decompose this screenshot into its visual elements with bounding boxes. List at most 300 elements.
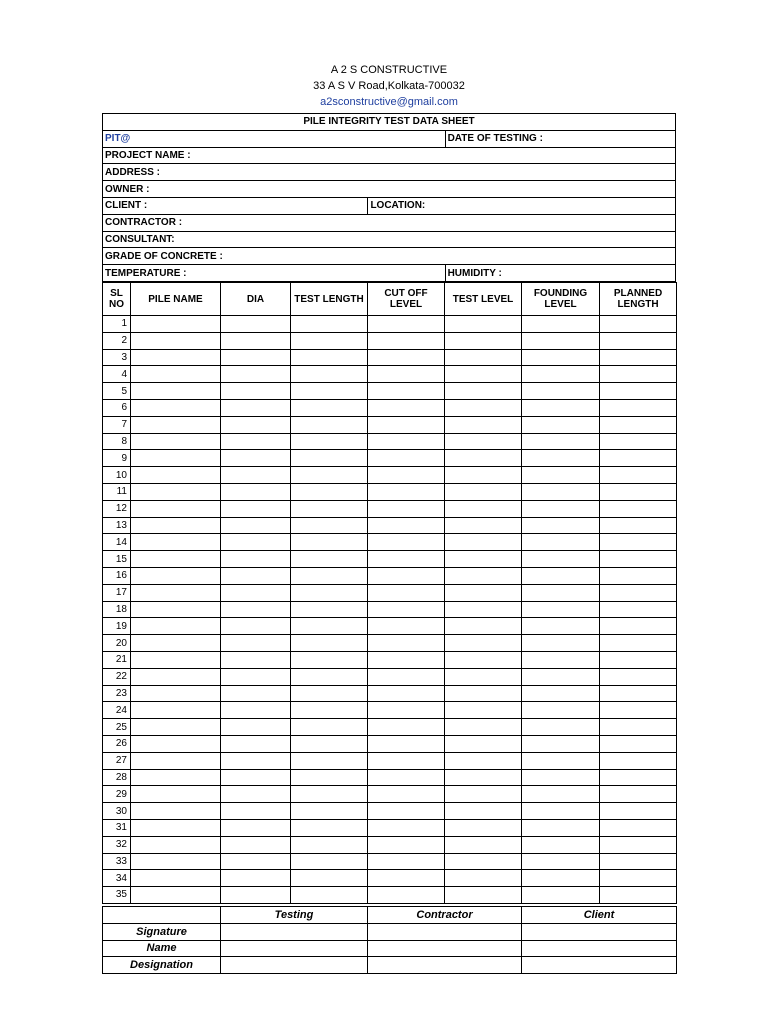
table-cell[interactable]: [600, 887, 677, 904]
table-cell[interactable]: [221, 651, 291, 668]
table-cell[interactable]: [291, 668, 368, 685]
table-cell[interactable]: [445, 399, 522, 416]
table-cell[interactable]: [522, 416, 600, 433]
table-cell[interactable]: [291, 685, 368, 702]
table-cell[interactable]: [291, 601, 368, 618]
sig-label-signature: Signature: [103, 923, 221, 940]
table-cell[interactable]: [221, 769, 291, 786]
table-cell[interactable]: [291, 416, 368, 433]
table-cell[interactable]: [368, 500, 445, 517]
row-serial-number: 16: [103, 567, 131, 584]
table-cell[interactable]: [522, 702, 600, 719]
table-cell[interactable]: [522, 433, 600, 450]
table-cell[interactable]: [600, 618, 677, 635]
table-cell[interactable]: [600, 685, 677, 702]
table-cell[interactable]: [445, 786, 522, 803]
table-cell[interactable]: [221, 500, 291, 517]
table-cell[interactable]: [522, 500, 600, 517]
table-row: [103, 635, 677, 652]
table-row: [103, 399, 677, 416]
table-row: [103, 668, 677, 685]
table-cell[interactable]: [291, 786, 368, 803]
table-cell[interactable]: [368, 433, 445, 450]
table-cell[interactable]: [368, 819, 445, 836]
table-cell[interactable]: [291, 534, 368, 551]
table-cell[interactable]: [522, 668, 600, 685]
table-cell[interactable]: [131, 517, 221, 534]
temperature-field[interactable]: TEMPERATURE :: [103, 265, 446, 282]
table-cell[interactable]: [291, 836, 368, 853]
grade-of-concrete-field[interactable]: GRADE OF CONCRETE :: [103, 248, 676, 265]
table-cell[interactable]: [368, 685, 445, 702]
table-cell[interactable]: [445, 483, 522, 500]
table-cell[interactable]: [291, 483, 368, 500]
table-cell[interactable]: [221, 383, 291, 400]
contractor-field[interactable]: CONTRACTOR :: [103, 214, 676, 231]
table-cell[interactable]: [291, 551, 368, 568]
table-row: [103, 702, 677, 719]
table-cell[interactable]: [131, 887, 221, 904]
table-cell[interactable]: [522, 601, 600, 618]
table-cell[interactable]: [368, 534, 445, 551]
table-cell[interactable]: [445, 887, 522, 904]
table-cell[interactable]: [445, 467, 522, 484]
table-cell[interactable]: [131, 752, 221, 769]
table-cell[interactable]: [368, 450, 445, 467]
table-cell[interactable]: [368, 618, 445, 635]
table-cell[interactable]: [600, 836, 677, 853]
table-cell[interactable]: [445, 702, 522, 719]
table-cell[interactable]: [600, 702, 677, 719]
col-header-founding-level: FOUNDING LEVEL: [522, 283, 600, 316]
sig-cell-testing-designation[interactable]: [221, 957, 368, 974]
table-cell[interactable]: [600, 769, 677, 786]
location-field[interactable]: LOCATION:: [368, 197, 676, 214]
table-cell[interactable]: [291, 651, 368, 668]
signature-corner-cell: [103, 907, 221, 924]
table-cell[interactable]: [522, 786, 600, 803]
table-cell[interactable]: [221, 349, 291, 366]
table-cell[interactable]: [522, 853, 600, 870]
table-cell[interactable]: [221, 752, 291, 769]
table-cell[interactable]: [368, 601, 445, 618]
table-cell[interactable]: [221, 433, 291, 450]
col-header-test-length: TEST LENGTH: [291, 283, 368, 316]
table-cell[interactable]: [131, 383, 221, 400]
table-cell[interactable]: [600, 635, 677, 652]
table-cell[interactable]: [522, 332, 600, 349]
table-cell[interactable]: [600, 483, 677, 500]
table-cell[interactable]: [600, 433, 677, 450]
table-cell[interactable]: [368, 332, 445, 349]
table-cell[interactable]: [221, 618, 291, 635]
table-cell[interactable]: [522, 349, 600, 366]
table-cell[interactable]: [131, 534, 221, 551]
table-cell[interactable]: [131, 803, 221, 820]
consultant-field[interactable]: CONSULTANT:: [103, 231, 676, 248]
table-cell[interactable]: [291, 567, 368, 584]
table-cell[interactable]: [522, 534, 600, 551]
table-row: [103, 618, 677, 635]
table-cell[interactable]: [600, 349, 677, 366]
table-cell[interactable]: [221, 786, 291, 803]
table-cell[interactable]: [522, 450, 600, 467]
table-cell[interactable]: [291, 500, 368, 517]
project-name-field[interactable]: PROJECT NAME :: [103, 147, 676, 164]
owner-field[interactable]: OWNER :: [103, 181, 676, 198]
table-cell[interactable]: [522, 719, 600, 736]
table-cell[interactable]: [131, 719, 221, 736]
table-cell[interactable]: [445, 332, 522, 349]
table-cell[interactable]: [368, 635, 445, 652]
table-cell[interactable]: [445, 719, 522, 736]
table-cell[interactable]: [600, 601, 677, 618]
table-cell[interactable]: [131, 399, 221, 416]
table-cell[interactable]: [291, 887, 368, 904]
table-cell[interactable]: [445, 769, 522, 786]
table-cell[interactable]: [445, 735, 522, 752]
table-cell[interactable]: [291, 702, 368, 719]
sig-cell-contractor-designation[interactable]: [368, 957, 522, 974]
table-cell[interactable]: [445, 601, 522, 618]
table-cell[interactable]: [131, 567, 221, 584]
table-cell[interactable]: [368, 887, 445, 904]
table-cell[interactable]: [445, 618, 522, 635]
table-cell[interactable]: [368, 567, 445, 584]
table-cell[interactable]: [445, 500, 522, 517]
table-cell[interactable]: [368, 836, 445, 853]
table-cell[interactable]: [445, 534, 522, 551]
table-cell[interactable]: [291, 735, 368, 752]
table-cell[interactable]: [368, 719, 445, 736]
table-cell[interactable]: [368, 769, 445, 786]
table-cell[interactable]: [368, 383, 445, 400]
table-cell[interactable]: [522, 551, 600, 568]
table-cell[interactable]: [291, 349, 368, 366]
table-cell[interactable]: [368, 483, 445, 500]
table-cell[interactable]: [368, 399, 445, 416]
col-header-planned-length: PLANNED LENGTH: [600, 283, 677, 316]
table-cell[interactable]: [131, 467, 221, 484]
sig-cell-contractor-name[interactable]: [368, 940, 522, 957]
table-cell[interactable]: [131, 500, 221, 517]
table-cell[interactable]: [368, 416, 445, 433]
table-cell[interactable]: [221, 702, 291, 719]
table-cell[interactable]: [291, 517, 368, 534]
table-cell[interactable]: [368, 668, 445, 685]
table-cell[interactable]: [291, 870, 368, 887]
table-cell[interactable]: [221, 735, 291, 752]
table-cell[interactable]: [600, 870, 677, 887]
table-cell[interactable]: [291, 769, 368, 786]
table-cell[interactable]: [445, 635, 522, 652]
table-cell[interactable]: [522, 635, 600, 652]
table-cell[interactable]: [221, 803, 291, 820]
table-cell[interactable]: [522, 383, 600, 400]
table-cell[interactable]: [291, 450, 368, 467]
table-cell[interactable]: [600, 500, 677, 517]
client-field[interactable]: CLIENT :: [103, 197, 368, 214]
table-cell[interactable]: [600, 551, 677, 568]
table-cell[interactable]: [131, 349, 221, 366]
table-cell[interactable]: [131, 584, 221, 601]
table-cell[interactable]: [291, 366, 368, 383]
table-cell[interactable]: [221, 332, 291, 349]
table-cell[interactable]: [600, 567, 677, 584]
table-cell[interactable]: [445, 584, 522, 601]
address-field[interactable]: ADDRESS :: [103, 164, 676, 181]
table-cell[interactable]: [600, 853, 677, 870]
table-cell[interactable]: [445, 450, 522, 467]
table-cell[interactable]: [600, 332, 677, 349]
table-cell[interactable]: [368, 803, 445, 820]
col-header-cut-off-level: CUT OFF LEVEL: [368, 283, 445, 316]
table-cell[interactable]: [445, 349, 522, 366]
table-cell[interactable]: [221, 399, 291, 416]
table-cell[interactable]: [600, 467, 677, 484]
table-cell[interactable]: [522, 517, 600, 534]
table-cell[interactable]: [221, 685, 291, 702]
table-cell[interactable]: [131, 450, 221, 467]
table-cell[interactable]: [522, 483, 600, 500]
row-serial-number: 19: [103, 618, 131, 635]
table-cell[interactable]: [368, 349, 445, 366]
table-row: [103, 786, 677, 803]
table-cell[interactable]: [221, 836, 291, 853]
table-cell[interactable]: [522, 651, 600, 668]
table-cell[interactable]: [221, 366, 291, 383]
table-cell[interactable]: [131, 366, 221, 383]
table-cell[interactable]: [221, 450, 291, 467]
company-address: 33 A S V Road,Kolkata-700032: [313, 80, 465, 92]
table-cell[interactable]: [600, 819, 677, 836]
table-cell[interactable]: [131, 668, 221, 685]
table-cell[interactable]: [368, 870, 445, 887]
table-cell[interactable]: [600, 416, 677, 433]
table-cell[interactable]: [291, 433, 368, 450]
row-serial-number: 33: [103, 853, 131, 870]
table-cell[interactable]: [221, 853, 291, 870]
row-serial-number: 22: [103, 668, 131, 685]
table-cell[interactable]: [445, 551, 522, 568]
table-cell[interactable]: [131, 618, 221, 635]
table-cell[interactable]: [600, 752, 677, 769]
table-cell[interactable]: [445, 853, 522, 870]
table-cell[interactable]: [131, 769, 221, 786]
table-cell[interactable]: [221, 635, 291, 652]
sig-cell-client-signature[interactable]: [522, 923, 677, 940]
table-cell[interactable]: [291, 752, 368, 769]
table-cell[interactable]: [131, 433, 221, 450]
table-cell[interactable]: [131, 819, 221, 836]
table-cell[interactable]: [131, 483, 221, 500]
sig-label-name: Name: [103, 940, 221, 957]
table-cell[interactable]: [368, 853, 445, 870]
table-cell[interactable]: [522, 887, 600, 904]
table-cell[interactable]: [445, 433, 522, 450]
table-cell[interactable]: [445, 416, 522, 433]
sig-header-contractor: Contractor: [368, 907, 522, 924]
table-cell[interactable]: [368, 551, 445, 568]
table-cell[interactable]: [291, 853, 368, 870]
table-cell[interactable]: [368, 584, 445, 601]
table-cell[interactable]: [522, 735, 600, 752]
table-cell[interactable]: [291, 383, 368, 400]
table-cell[interactable]: [131, 786, 221, 803]
table-cell[interactable]: [445, 383, 522, 400]
table-cell[interactable]: [522, 618, 600, 635]
table-cell[interactable]: [368, 517, 445, 534]
table-cell[interactable]: [221, 416, 291, 433]
table-cell[interactable]: [600, 399, 677, 416]
table-cell[interactable]: [445, 651, 522, 668]
row-serial-number: 6: [103, 399, 131, 416]
col-header-sl-no: SL NO: [103, 283, 131, 316]
table-cell[interactable]: [522, 399, 600, 416]
table-cell[interactable]: [221, 467, 291, 484]
table-row: [103, 349, 677, 366]
table-cell[interactable]: [600, 803, 677, 820]
table-cell[interactable]: [291, 316, 368, 333]
table-cell[interactable]: [600, 316, 677, 333]
table-cell[interactable]: [291, 635, 368, 652]
sig-cell-testing-name[interactable]: [221, 940, 368, 957]
table-cell[interactable]: [221, 567, 291, 584]
table-cell[interactable]: [522, 316, 600, 333]
table-cell[interactable]: [445, 870, 522, 887]
table-cell[interactable]: [600, 584, 677, 601]
row-serial-number: 34: [103, 870, 131, 887]
table-cell[interactable]: [522, 769, 600, 786]
table-cell[interactable]: [291, 719, 368, 736]
table-cell[interactable]: [221, 483, 291, 500]
row-serial-number: 28: [103, 769, 131, 786]
table-cell[interactable]: [445, 366, 522, 383]
table-cell[interactable]: [445, 819, 522, 836]
table-cell[interactable]: [221, 584, 291, 601]
row-serial-number: 20: [103, 635, 131, 652]
table-cell[interactable]: [131, 635, 221, 652]
table-cell[interactable]: [600, 517, 677, 534]
table-cell[interactable]: [445, 752, 522, 769]
table-cell[interactable]: [600, 719, 677, 736]
table-cell[interactable]: [221, 719, 291, 736]
company-email[interactable]: a2sconstructive@gmail.com: [320, 96, 458, 108]
table-cell[interactable]: [445, 836, 522, 853]
table-cell[interactable]: [368, 735, 445, 752]
row-serial-number: 5: [103, 383, 131, 400]
table-cell[interactable]: [522, 366, 600, 383]
table-cell[interactable]: [221, 517, 291, 534]
company-name: A 2 S CONSTRUCTIVE: [330, 64, 448, 76]
sig-cell-contractor-signature[interactable]: [368, 923, 522, 940]
table-cell[interactable]: [600, 651, 677, 668]
sig-cell-client-designation[interactable]: [522, 957, 677, 974]
table-cell[interactable]: [131, 870, 221, 887]
table-cell[interactable]: [522, 803, 600, 820]
table-row: [103, 819, 677, 836]
table-cell[interactable]: [291, 618, 368, 635]
table-cell[interactable]: [445, 668, 522, 685]
table-cell[interactable]: [600, 383, 677, 400]
table-cell[interactable]: [522, 870, 600, 887]
table-cell[interactable]: [600, 366, 677, 383]
date-of-testing-field[interactable]: DATE OF TESTING :: [445, 130, 675, 147]
table-cell[interactable]: [131, 601, 221, 618]
table-cell[interactable]: [368, 702, 445, 719]
table-cell[interactable]: [221, 316, 291, 333]
table-cell[interactable]: [221, 534, 291, 551]
row-serial-number: 2: [103, 332, 131, 349]
table-row: [103, 500, 677, 517]
table-cell[interactable]: [600, 450, 677, 467]
sig-cell-testing-signature[interactable]: [221, 923, 368, 940]
table-cell[interactable]: [445, 316, 522, 333]
table-cell[interactable]: [368, 752, 445, 769]
table-cell[interactable]: [291, 399, 368, 416]
table-cell[interactable]: [291, 332, 368, 349]
table-cell[interactable]: [131, 551, 221, 568]
table-cell[interactable]: [522, 819, 600, 836]
sig-cell-client-name[interactable]: [522, 940, 677, 957]
humidity-field[interactable]: HUMIDITY :: [445, 265, 675, 282]
table-cell[interactable]: [600, 735, 677, 752]
table-cell[interactable]: [131, 651, 221, 668]
table-cell[interactable]: [368, 467, 445, 484]
table-cell[interactable]: [368, 786, 445, 803]
table-cell[interactable]: [131, 685, 221, 702]
table-cell[interactable]: [368, 316, 445, 333]
table-cell[interactable]: [221, 551, 291, 568]
table-cell[interactable]: [291, 819, 368, 836]
table-cell[interactable]: [131, 416, 221, 433]
table-cell[interactable]: [600, 534, 677, 551]
table-cell[interactable]: [131, 316, 221, 333]
table-cell[interactable]: [445, 517, 522, 534]
table-cell[interactable]: [522, 467, 600, 484]
table-cell[interactable]: [291, 803, 368, 820]
table-cell[interactable]: [221, 887, 291, 904]
table-cell[interactable]: [131, 332, 221, 349]
table-cell[interactable]: [445, 803, 522, 820]
table-cell[interactable]: [131, 836, 221, 853]
table-cell[interactable]: [221, 819, 291, 836]
pit-field[interactable]: PIT@: [103, 130, 446, 147]
table-cell[interactable]: [522, 836, 600, 853]
table-cell[interactable]: [445, 685, 522, 702]
table-cell[interactable]: [131, 853, 221, 870]
table-cell[interactable]: [445, 567, 522, 584]
table-cell[interactable]: [522, 567, 600, 584]
table-cell[interactable]: [221, 601, 291, 618]
table-cell[interactable]: [522, 584, 600, 601]
table-cell[interactable]: [368, 651, 445, 668]
table-cell[interactable]: [600, 786, 677, 803]
sig-header-client: Client: [522, 907, 677, 924]
table-cell[interactable]: [221, 668, 291, 685]
table-cell[interactable]: [131, 702, 221, 719]
table-cell[interactable]: [131, 735, 221, 752]
table-cell[interactable]: [600, 668, 677, 685]
table-cell[interactable]: [522, 685, 600, 702]
table-cell[interactable]: [221, 870, 291, 887]
sig-header-testing: Testing: [221, 907, 368, 924]
row-serial-number: 18: [103, 601, 131, 618]
table-cell[interactable]: [368, 366, 445, 383]
table-cell[interactable]: [522, 752, 600, 769]
table-cell[interactable]: [291, 584, 368, 601]
table-cell[interactable]: [291, 467, 368, 484]
